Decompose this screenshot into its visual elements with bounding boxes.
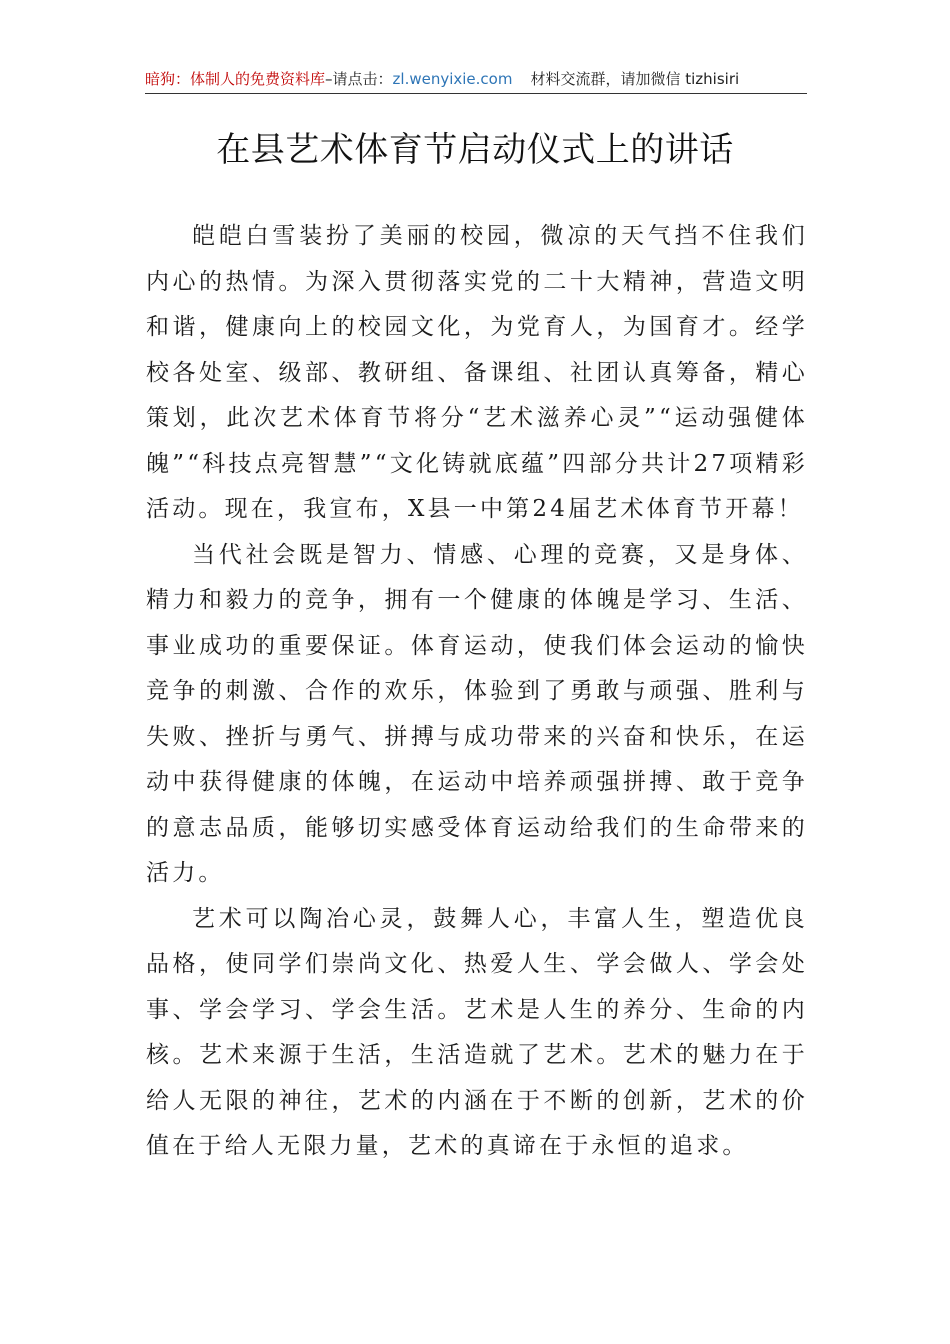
header-group-note: 材料交流群，请加微信 tizhisiri bbox=[530, 70, 740, 88]
header-url-link[interactable]: zl.wenyixie.com bbox=[392, 70, 513, 88]
paragraph-1: 皑皑白雪装扮了美丽的校园，微凉的天气挡不住我们内心的热情。为深入贯彻落实党的二十大精神，营造文明和谐，健康向上的校园文化，为党育人，为国育才。经学校各处室、级部、教研组、备课组、社团认真筹备，精心策划，此次艺术体育节将分“艺术滋养心灵”“运动强健体魄”“科技点亮智慧”“文化铸就底蕴”四部分共计27项精彩活动。现在，我宣布，X县一中第24届艺术体育节开幕！ bbox=[146, 223, 808, 522]
document-title: 在县艺术体育节启动仪式上的讲话 bbox=[216, 130, 734, 170]
paragraph-3: 艺术可以陶冶心灵，鼓舞人心，丰富人生，塑造优良品格，使同学们崇尚文化、热爱人生、学会做人、学会处事、学会学习、学会生活。艺术是人生的养分、生命的内核。艺术来源于生活，生活造就了艺术。艺术的魅力在于给人无限的神往，艺术的内涵在于不断的创新，艺术的价值在于给人无限力量，艺术的真谛在于永恒的追求。 bbox=[146, 905, 808, 1159]
header-site-name: 暗狗：体制人的免费资料库 bbox=[145, 70, 326, 88]
page-header bbox=[145, 66, 807, 94]
paragraph-2: 当代社会既是智力、情感、心理的竞赛，又是身体、精力和毅力的竞争，拥有一个健康的体魄是学习、生活、事业成功的重要保证。体育运动，使我们体会运动的愉快竞争的刺激、合作的欢乐，体验到了勇敢与顽强、胜利与失败、挫折与勇气、拼搏与成功带来的兴奋和快乐，在运动中获得健康的体魄，在运动中培养顽强拼搏、敢于竞争的意志品质，能够切实感受体育运动给我们的生命带来的活力。 bbox=[146, 541, 808, 886]
header-click-prompt: –请点击： bbox=[325, 70, 393, 88]
document-body bbox=[146, 214, 808, 1170]
